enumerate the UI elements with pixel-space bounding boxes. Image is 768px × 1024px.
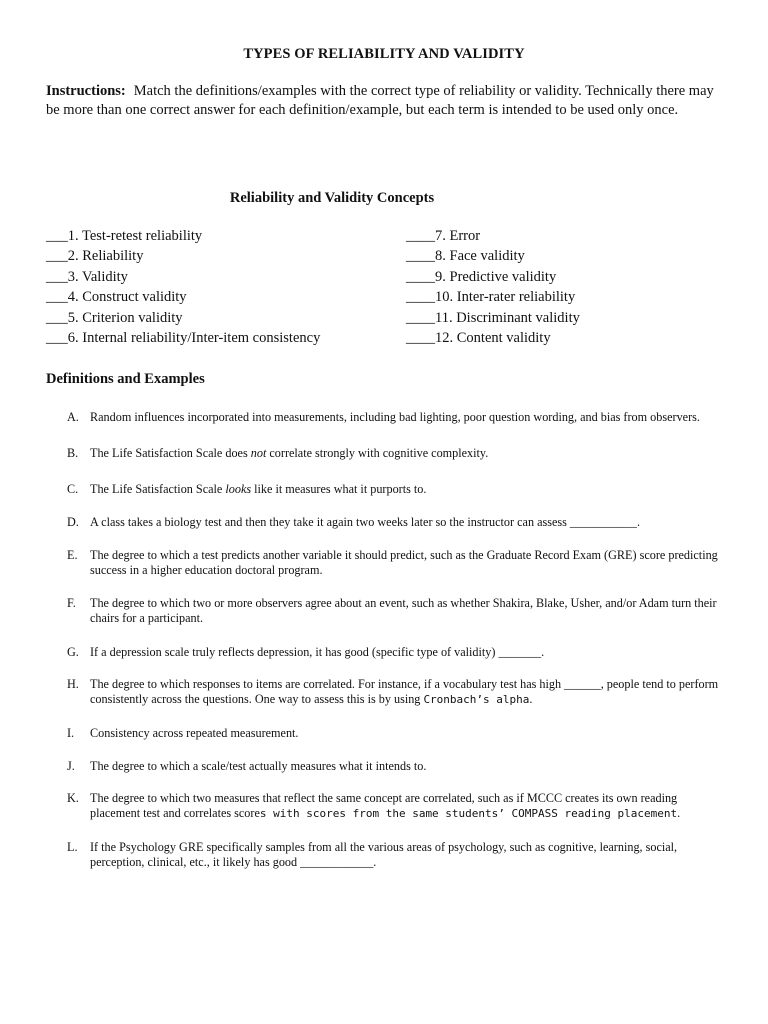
concept-item-10: ____10. Inter-rater reliability (406, 289, 576, 306)
definition-text-part: correlate strongly with cognitive complexity. (266, 446, 489, 460)
definition-text: Consistency across repeated measurement. (90, 726, 299, 740)
definitions-heading: Definitions and Examples (46, 371, 205, 387)
definition-letter: E. (67, 548, 78, 562)
definition-text-part: The Life Satisfaction Scale does (90, 446, 251, 460)
concept-item-6: ___6. Internal reliability/Inter-item consistency (46, 330, 321, 347)
definition-text: Random influences incorporated into measurements, including bad lighting, poor question wording, and bias from observers. (90, 410, 700, 424)
definition-letter: A. (67, 410, 79, 424)
definition-text: The degree to which a scale/test actually measures what it intends to. (90, 759, 427, 773)
definition-letter: H. (67, 677, 79, 691)
definition-text (90, 482, 730, 497)
definition-mono-text: Cronbach’s alpha (423, 693, 530, 707)
definition-letter: G. (67, 645, 79, 659)
definition-letter: J. (67, 759, 75, 773)
definition-text-part: The degree to which responses to items are correlated. For instance, if a vocabulary test has high ______, people tend to perform consistently across the questions. One way to assess this is by using (90, 677, 719, 707)
concept-item-9: ____9. Predictive validity (406, 268, 557, 285)
definition-letter: B. (67, 446, 79, 460)
definition-text-part: . (529, 692, 533, 707)
concept-item-2: ___2. Reliability (46, 248, 144, 265)
definition-letter: C. (67, 482, 79, 496)
concepts-list-right (406, 226, 580, 348)
concept-item-5: ___5. Criterion validity (46, 309, 183, 326)
concept-item-12: ____12. Content validity (406, 330, 551, 347)
concept-item-7: ____7. Error (406, 228, 481, 244)
definition-mono-text: s with scores from the same students’ COMPASS reading placement (259, 807, 678, 821)
definition-text: A class takes a biology test and then they take it again two weeks later so the instructor can assess ___________. (90, 515, 641, 529)
concept-item-1: ___1. Test-retest reliability (46, 228, 203, 244)
concept-item-11: ____11. Discriminant validity (406, 309, 580, 326)
definition-text (90, 677, 730, 708)
concepts-heading: Reliability and Validity Concepts (229, 190, 435, 206)
definition-letter: K. (67, 791, 79, 805)
concept-item-4: ___4. Construct validity (46, 289, 187, 306)
definition-text (90, 446, 730, 461)
concept-item-3: ___3. Validity (46, 268, 128, 285)
definition-emphasis: looks (225, 482, 252, 496)
definition-text: The degree to which a test predicts another variable it should predict, such as the Graduate Record Exam (GRE) score predicting success in a higher education doctoral program. (90, 548, 718, 578)
definition-text: The degree to which two or more observers agree about an event, such as whether Shakira, Blake, Usher, and/or Adam turn their chairs for a participant. (90, 596, 717, 626)
page-title: TYPES OF RELIABILITY AND VALIDITY (243, 46, 525, 62)
definition-text-part: . (677, 806, 681, 821)
definition-text-part: The degree to which two measures that reflect the same concept are correlated, such as if MCCC creates its own reading placement test and correlates score (90, 791, 678, 821)
instructions-label: Instructions: (46, 83, 126, 99)
definition-emphasis: not (250, 446, 267, 460)
definition-letter: D. (67, 515, 79, 529)
definition-text: If the Psychology GRE specifically samples from all the various areas of psychology, such as cognitive, learning, social, perception, clinical, etc., it likely has good ____________. (90, 840, 678, 870)
definition-letter: I. (67, 726, 75, 740)
instructions-text: Match the definitions/examples with the correct type of reliability or validity. Technically there may be more than one correct answer for each definition/example, but each term is intended to be used only once. (46, 83, 714, 118)
concept-item-8: ____8. Face validity (406, 248, 525, 265)
definition-text-part: The Life Satisfaction Scale (90, 482, 226, 496)
definition-letter: F. (67, 596, 76, 610)
concepts-list-left (46, 226, 320, 348)
definition-text: If a depression scale truly reflects depression, it has good (specific type of validity) _______. (90, 645, 545, 659)
definition-text (90, 791, 730, 822)
instructions-paragraph (46, 82, 726, 119)
definition-letter: L. (67, 840, 78, 854)
definition-text-part: like it measures what it purports to. (251, 482, 427, 496)
